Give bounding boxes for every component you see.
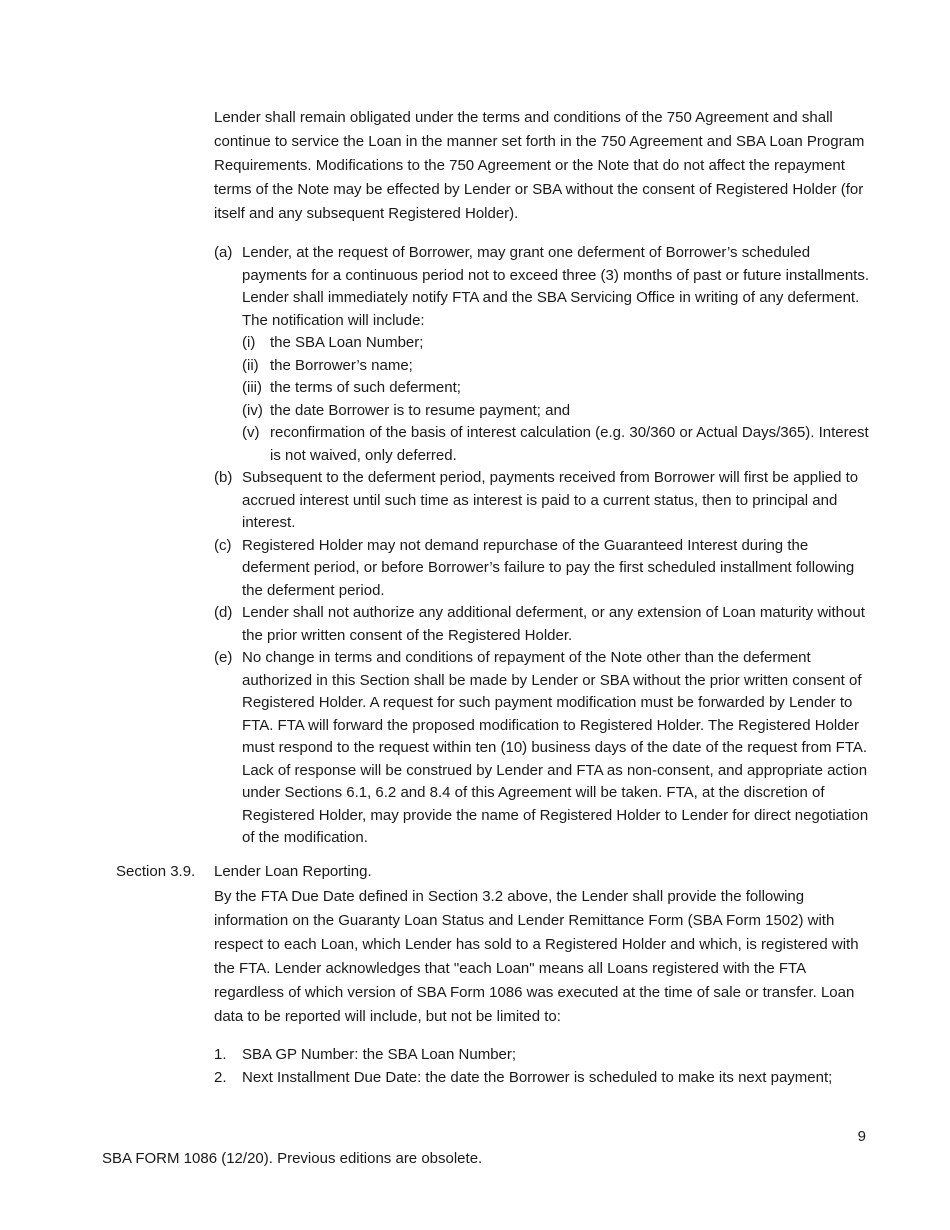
list-marker: (e): [214, 649, 233, 666]
list-marker: (c): [214, 536, 232, 554]
list-item-text: Next Installment Due Date: the date the Borrower is scheduled to make its next payment;: [242, 1068, 833, 1086]
page-number: 9: [857, 1128, 866, 1145]
sublist-item-ii: [242, 355, 874, 378]
sublist-item-text: the terms of such deferment;: [270, 379, 461, 396]
sublist-item-iii: [242, 377, 874, 400]
section-heading: [116, 860, 876, 884]
sublist-item-text: the date Borrower is to resume payment; and: [270, 401, 571, 419]
sublist-marker: (i): [242, 334, 256, 351]
list-item-text: No change in terms and conditions of repayment of the Note other than the deferment authorized in this Section shall be made by Lender or SBA without the prior written consent of Registered Holder. A request for such payment modification must be forwarded by Lender to FTA. FTA will forward the proposed modification to Registered Holder. The Registered Holder must respond to the request within ten (10) business days of the date of the request from FTA. Lack of response will be construed by Lender and FTA as non-consent, and appropriate action under Sections 6.1, 6.2 and 8.4 of this Agreement will be taken. FTA, at the discretion of Registered Holder, may provide the name of Registered Holder to Lender for direct negotiation of the modification.: [242, 649, 869, 846]
section-paragraph: By the FTA Due Date defined in Section 3.2 above, the Lender shall provide the following information on the Guaranty Loan Status and Lender Remittance Form (SBA Form 1502) with respect to each Loan, which Lender has sold to a Registered Holder and which, is registered with the FTA. Lender acknowledges that "each Loan" means all Loans registered with the FTA regardless of which version of SBA Form 1086 was executed at the time of sale or transfer. Loan data to be reported will include, but not be limited to:: [214, 888, 859, 1025]
sublist-item-v: [242, 422, 874, 467]
list-marker: (d): [214, 604, 233, 621]
sublist-item-i: [242, 332, 874, 355]
list-item-text: Lender shall not authorize any additional deferment, or any extension of Loan maturity without the prior written consent of the Registered Holder.: [242, 604, 865, 644]
sublist-item-text: the Borrower’s name;: [270, 356, 413, 374]
list-item-1: [214, 1044, 874, 1067]
list-item-2: [214, 1067, 874, 1090]
list-item-b: [214, 467, 874, 535]
list-item-c: [214, 535, 874, 603]
list-item-e: [214, 647, 874, 850]
list-item-a: [214, 242, 874, 467]
page-footer: SBA FORM 1086 (12/20). Previous editions are obsolete.: [102, 1150, 483, 1167]
list-item-text: Subsequent to the deferment period, payments received from Borrower will first be applied to accrued interest until such time as interest is paid to a current status, then to principal and interest.: [242, 469, 859, 531]
sublist-marker: (ii): [242, 356, 259, 374]
sublist-item-iv: [242, 400, 874, 423]
list-marker: 2.: [214, 1068, 227, 1086]
section-number: Section 3.9.: [116, 863, 196, 880]
intro-paragraph: Lender shall remain obligated under the terms and conditions of the 750 Agreement and shall continue to service the Loan in the manner set forth in the 750 Agreement and SBA Loan Program Requirements. Modifications to the 750 Agreement or the Note that do not affect the repayment terms of the Note may be effected by Lender or SBA without the consent of Registered Holder (for itself and any subsequent Registered Holder).: [214, 109, 865, 222]
sublist-marker: (iv): [242, 401, 263, 419]
list-marker: (b): [214, 469, 233, 486]
section-title: Lender Loan Reporting.: [214, 863, 372, 880]
deferment-list: [214, 242, 874, 850]
list-item-text: Registered Holder may not demand repurchase of the Guaranteed Interest during the deferment period, or before Borrower’s failure to pay the first scheduled installment following the deferment period.: [242, 536, 855, 599]
sublist-marker: (v): [242, 424, 260, 441]
list-item-text: Lender, at the request of Borrower, may grant one deferment of Borrower’s scheduled payments for a continuous period not to exceed three (3) months of past or future installments. Lender shall immediately notify FTA and the SBA Servicing Office in writing of any deferment. The notification will include:: [242, 244, 870, 329]
sublist-item-text: reconfirmation of the basis of interest calculation (e.g. 30/360 or Actual Days/365). Interest is not waived, only deferred.: [270, 424, 869, 464]
list-marker: (a): [214, 244, 233, 261]
list-item-d: [214, 602, 874, 647]
sublist-marker: (iii): [242, 379, 262, 396]
reporting-list: [214, 1044, 874, 1089]
list-marker: 1.: [214, 1046, 227, 1063]
list-item-text: SBA GP Number: the SBA Loan Number;: [242, 1046, 517, 1063]
sublist-item-text: the SBA Loan Number;: [270, 334, 424, 351]
